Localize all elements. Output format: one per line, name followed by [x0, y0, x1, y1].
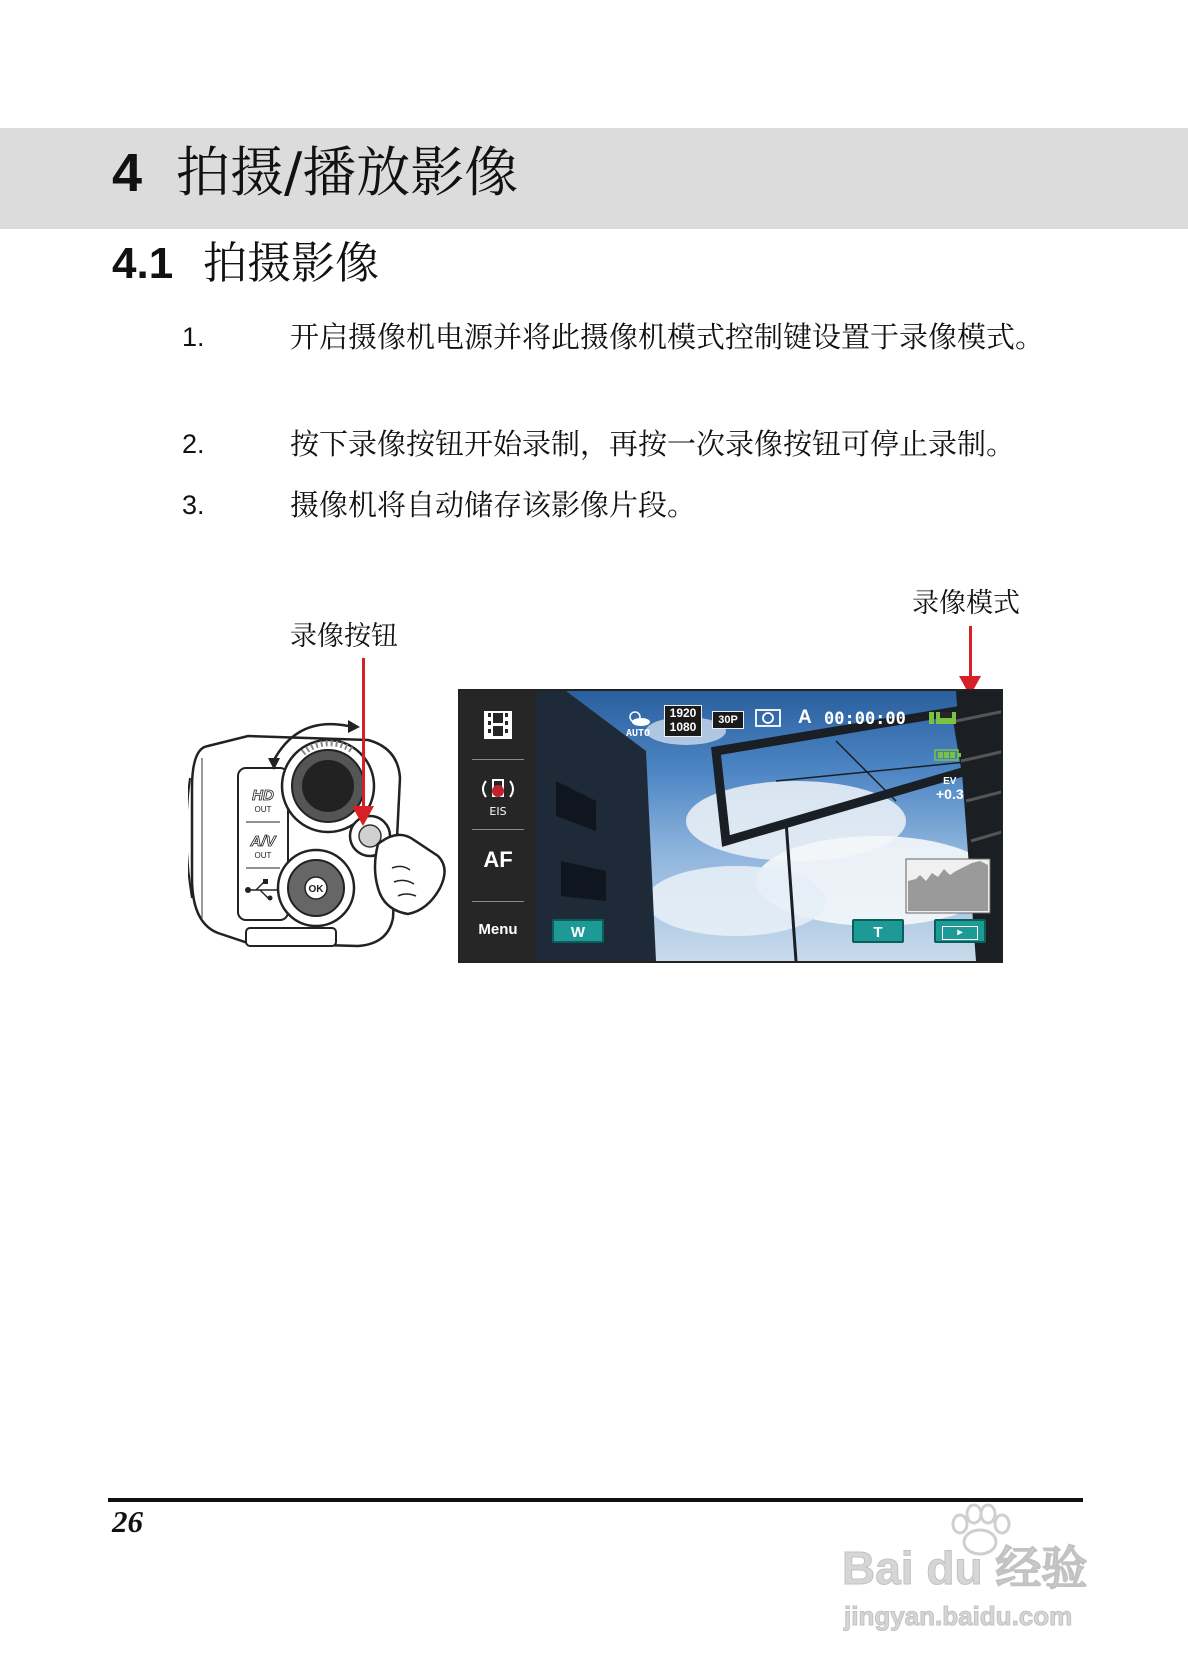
scene-mode-indicator: AUTO [618, 709, 658, 739]
step-text: 按下录像按钮开始录制，再按一次录像按钮可停止录制。 [290, 427, 1016, 461]
zoom-wide-button[interactable]: W [552, 919, 604, 943]
pointing-hand-icon [375, 835, 445, 914]
hd-port-label: HD [252, 787, 274, 804]
sun-cloud-icon [623, 709, 653, 727]
af-label: AF [483, 847, 513, 872]
section-heading [112, 234, 379, 294]
viewfinder-scene [536, 691, 1001, 961]
resolution-indicator: 1920 1080 [664, 705, 702, 737]
step-number: 2. [182, 429, 205, 459]
metering-icon [754, 707, 782, 733]
chapter-heading [112, 138, 518, 208]
play-icon: ▸ [942, 926, 978, 940]
record-mode-arrow [969, 626, 972, 678]
video-record-mode-icon [928, 709, 958, 731]
video-mode-icon[interactable] [460, 709, 536, 745]
menu-label: Menu [478, 921, 518, 938]
eis-button[interactable] [460, 775, 536, 818]
callout-record-button: 录像按钮 [290, 621, 398, 652]
baidu-watermark [838, 1500, 1118, 1640]
ok-joystick[interactable] [278, 850, 354, 926]
chapter-number: 4 [112, 143, 143, 203]
watermark-url: jingyan.baidu.com [844, 1601, 1073, 1631]
zoom-tele-button[interactable]: T [852, 919, 904, 943]
watermark-brand: Bai du 经验 [842, 1542, 1088, 1594]
exposure-indicator: EV +0.3 [936, 776, 964, 802]
frame-rate-indicator: 30P [712, 711, 744, 729]
stabilizer-icon [478, 775, 518, 809]
screen-sidebar [460, 691, 536, 961]
eis-label: EIS [489, 805, 507, 818]
step-text: 摄像机将自动储存该影像片段。 [290, 488, 697, 522]
av-port-label: A/V [250, 833, 276, 850]
step-text: 开启摄像机电源并将此摄像机模式控制键设置于录像模式。 [290, 320, 1045, 354]
af-button[interactable] [460, 847, 536, 873]
step-number: 3. [182, 490, 205, 520]
page-number: 26 [112, 1504, 143, 1539]
lcd-screen [458, 689, 1003, 963]
chapter-title: 拍摄/播放影像 [176, 141, 519, 204]
record-button-arrow [362, 658, 365, 808]
camcorder-illustration [188, 718, 448, 964]
section-title: 拍摄影像 [203, 238, 380, 289]
ok-label: OK [308, 884, 324, 895]
step-number: 1. [182, 322, 205, 352]
section-number: 4.1 [112, 239, 174, 288]
menu-button[interactable] [460, 921, 536, 938]
hd-port-sublabel: OUT [254, 805, 272, 814]
record-button-arrowhead [352, 806, 374, 826]
recording-timer: 00:00:00 [824, 709, 906, 729]
av-port-sublabel: OUT [254, 851, 272, 860]
playback-button[interactable] [934, 919, 986, 943]
callout-record-mode: 录像模式 [912, 588, 1020, 619]
battery-icon [934, 747, 962, 766]
flash-mode-indicator: A [798, 707, 812, 728]
